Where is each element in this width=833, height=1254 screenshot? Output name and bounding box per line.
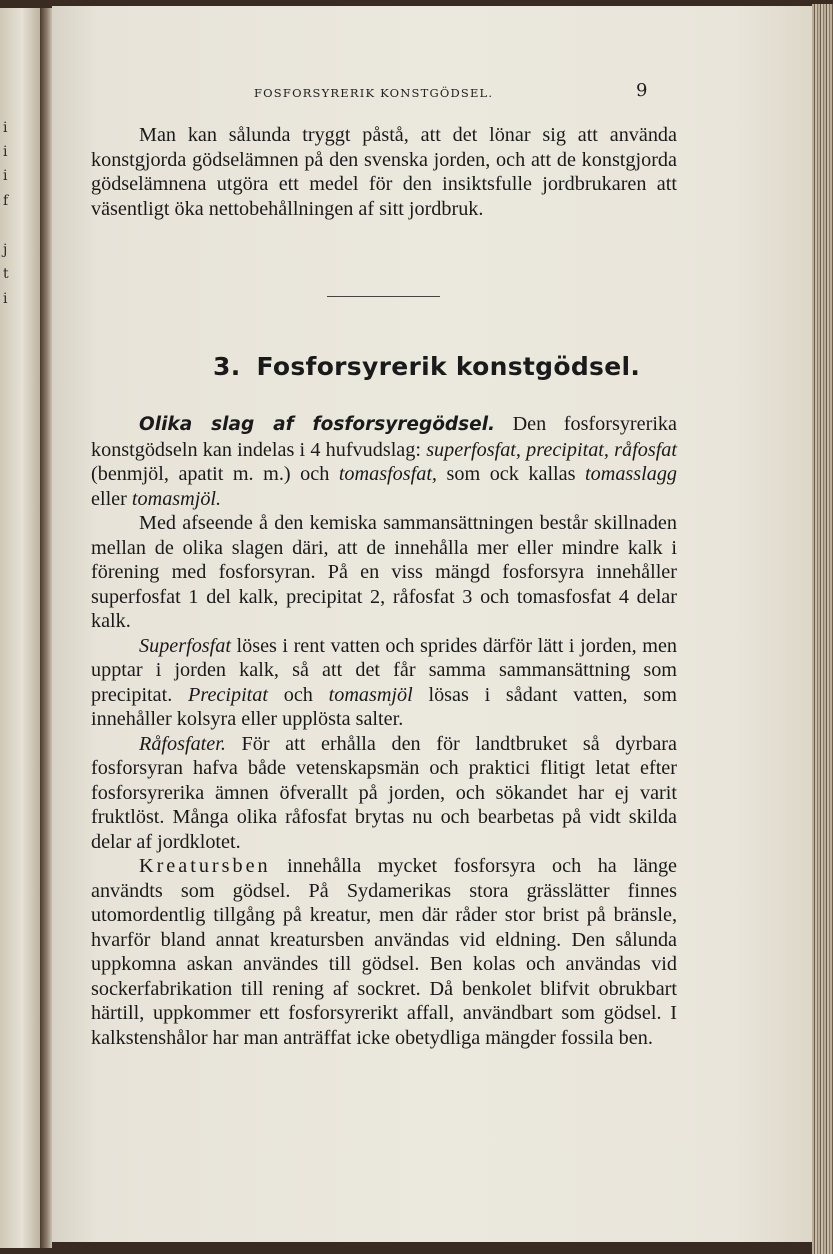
spaced-term: Kreatursben <box>139 855 271 877</box>
facing-page-fragment: j <box>3 242 8 258</box>
text-run: För att erhålla den för landtbruket så dyrbara fosforsyran hafva både vetenskapsmän och praktici flitigt letat efter fosforsyrerika ämnen öfverallt på jorden, och sökandet har ej varit fruktlöst. Många olika råfosfat brytas nu och bearbetas på vidt skilda delar af jordklotet. <box>91 732 677 853</box>
text-run: (benmjöl, apatit m. m.) och <box>91 463 339 485</box>
facing-page-fragment: i <box>3 144 8 160</box>
italic-term: tomasfosfat, <box>338 463 437 485</box>
text-run: löses i rent vatten och sprides därför lätt i jorden, men upptar i jorden kalk, så att det får samma sammansättning som precipitat. <box>91 634 677 706</box>
page-stack-edge <box>812 4 833 1254</box>
section-number: 3. <box>213 352 241 381</box>
paragraph-superfosfat <box>91 634 677 732</box>
section-title: Fosforsyrerik konstgödsel. <box>256 352 641 381</box>
italic-term: superfosfat, precipitat, råfosfat <box>426 438 677 461</box>
paragraph-types <box>91 412 677 511</box>
text-run: eller <box>91 487 132 510</box>
facing-page-edge <box>0 8 41 1248</box>
italic-term: Superfosfat <box>139 634 231 657</box>
facing-page-fragment: i <box>3 291 8 307</box>
paragraph-lead: Olika slag af fosforsyregödsel. <box>139 414 496 435</box>
facing-page-fragment: t <box>3 266 9 282</box>
facing-page-fragment: i <box>3 120 8 136</box>
italic-term: tomasmjöl. <box>131 487 222 510</box>
text-run: Den fosforsyrerika konstgödseln kan indelas i 4 hufvudslag: <box>91 413 677 461</box>
section-body <box>91 412 677 1050</box>
text-run: innehålla mycket fosforsyra och ha länge användts som gödsel. På Sydamerikas stora grässlätter finnes utomordentlig tillgång på kreatur, men där råder stor brist på bränsle, hvarför bland annat kreatursben användas vid eldning. Den sålunda uppkomna askan användes till gödsel. Ben kolas och användas vid sockerfabrikation till rening af sockret. Då benkolet blifvit obrukbart härtill, uppkommer ett fosforsyrerikt affall, användbart som gödsel. I kalkstenshålor har man anträffat icke obetydliga mängder fossila ben. <box>91 855 677 1049</box>
italic-term: tomasslagg <box>585 463 678 485</box>
italic-term: Precipitat <box>188 683 268 706</box>
page-number: 9 <box>636 80 648 101</box>
italic-term: tomasmjöl <box>328 683 413 706</box>
paragraph-rafosfater <box>91 732 677 855</box>
running-head: FOSFORSYRERIK KONSTGÖDSEL. <box>254 86 494 100</box>
intro-paragraph: Man kan sålunda tryggt påstå, att det lönar sig att använda konstgjorda gödselämnen på den svenska jorden, och att de konstgjorda gödselämnena utgöra ett medel för den insiktsfulle jordbrukaren att väsentligt öka nettobehållningen af sitt jordbruk. <box>91 124 677 220</box>
text-run: som ock kallas <box>436 463 586 485</box>
facing-page-fragment: f <box>3 193 9 209</box>
facing-page-fragment: i <box>3 168 8 184</box>
section-heading <box>213 352 640 381</box>
section-divider <box>327 296 440 297</box>
italic-term: Råfosfater. <box>139 732 226 755</box>
text-run: lösas i sådant vatten, som innehåller kolsyra eller upplösta salter. <box>91 683 677 730</box>
paragraph-composition: Med afseende å den kemiska sammansättningen består skillnaden mellan de olika slagen däri, att de innehålla mer eller mindre kalk i förening med fosforsyran. På en viss mängd fosforsyra innehåller superfosfat 1 del kalk, precipitat 2, råfosfat 3 och tomasfosfat 4 delar kalk. <box>91 512 677 632</box>
text-run: och <box>268 683 329 706</box>
paragraph-kreatursben <box>91 854 677 1050</box>
book-gutter <box>40 8 52 1248</box>
